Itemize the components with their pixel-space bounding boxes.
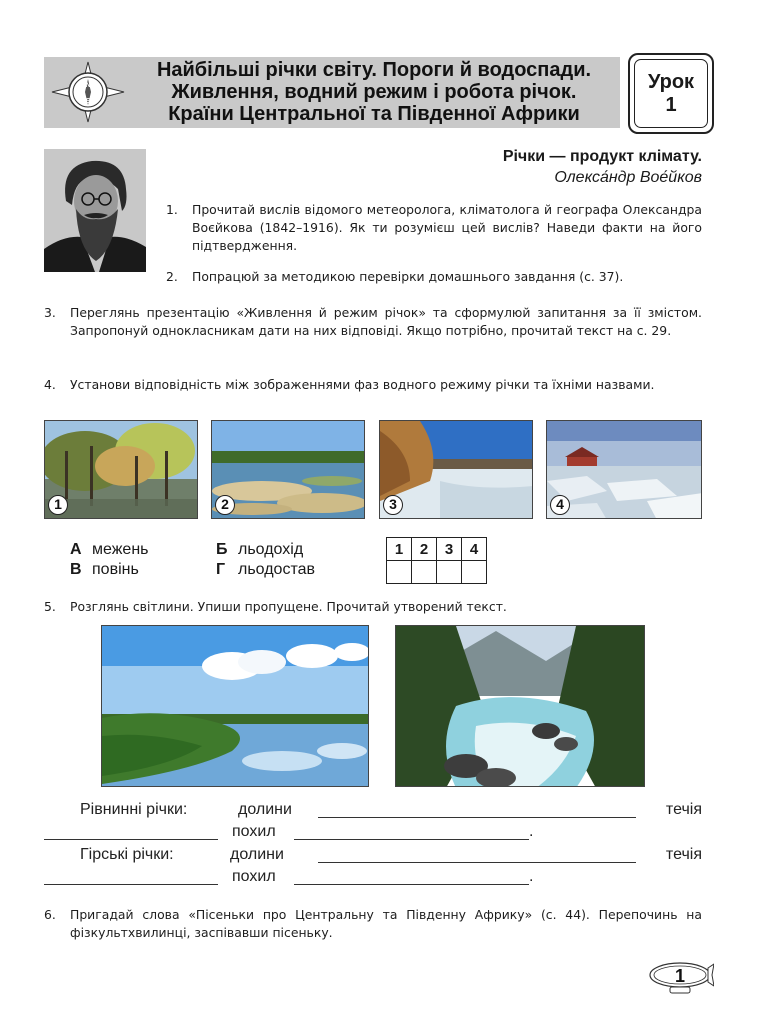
mountain-flow-blank[interactable] [44,884,218,885]
answer-cell-2[interactable] [412,561,437,584]
photo-mountain-river [395,625,645,787]
plain-period: . [529,823,534,840]
lesson-title [130,59,618,125]
task-5-text: Розглянь світлини. Упиши пропущене. Прочитай утворений текст. [70,599,507,614]
answer-cell-3[interactable] [437,561,462,584]
photo-number-3: 3 [383,495,403,515]
page-number: 1 [674,966,686,986]
plain-valleys-blank[interactable] [318,817,636,818]
plain-rivers-label: Рівнинні річки: [80,801,188,818]
photo-number-4: 4 [550,495,570,515]
mountain-period: . [529,868,534,885]
mountain-flow-label: течія [665,846,702,863]
photo-freeze-up [546,420,702,519]
answer-grid-header: 4 [462,538,487,561]
voeikov-portrait-image [44,149,146,272]
task-1 [166,201,702,255]
mountain-valleys-label: долини [230,846,284,863]
lesson-title-line-3: Країни Центральної та Південної Африки [168,103,580,125]
mountain-rivers-label: Гірські річки: [80,846,174,863]
task-3-text: Переглянь презентацію «Живлення й режим річок» та сформулюй запитання за її змістом. Запропонуй однокласникам дати на них відповіді. Якщо потрібно, прочитай текст на с. 29. [70,305,702,338]
task-6-text: Пригадай слова «Пісеньки про Центральну та Південну Африку» (с. 44). Перепочинь на фізкультхвилинці, заспівавши пісеньку. [70,907,702,940]
page-number-badge [646,958,714,996]
plain-flow-blank[interactable] [44,839,218,840]
option-b-text: льодохід [238,541,304,558]
plain-slope-blank[interactable] [294,839,529,840]
lesson-number: 1 [665,93,677,116]
task-5-number: 5. [44,599,56,614]
svg-text:S: S [85,98,91,105]
plain-valleys-label: долини [238,801,292,818]
task-4 [44,376,702,394]
photo-number-1: 1 [48,495,68,515]
task-3 [44,304,702,340]
option-a [70,540,149,559]
plain-flow-label: течія [665,801,702,818]
task-3-number: 3. [44,305,56,320]
photo-low-water [211,420,365,519]
option-g [216,560,315,579]
mountain-slope-label: похил [232,868,276,885]
photo-plain-river [101,625,369,787]
task-6-number: 6. [44,907,56,922]
task-1-number: 1. [166,202,178,217]
option-v-text: повінь [92,561,139,578]
answer-grid-input-row [387,561,487,584]
answer-grid-header: 1 [387,538,412,561]
compass-rose-icon [48,60,128,124]
answer-grid-header: 3 [437,538,462,561]
option-v [70,560,139,579]
epigraph-quote: Річки — продукт клімату. [502,148,702,165]
option-v-letter: В [70,561,82,578]
answer-grid [386,537,487,584]
task-2-text: Попрацюй за методикою перевірки домашнього завдання (с. 37). [192,269,624,284]
task-6 [44,906,702,942]
epigraph-author: Олекса́ндр Вое́йков [554,169,702,186]
photo-flood [44,420,198,519]
answer-cell-4[interactable] [462,561,487,584]
option-g-text: льодостав [238,561,315,578]
lesson-title-line-1: Найбільші річки світу. Пороги й водоспади. [156,59,592,81]
epigraph [452,147,702,189]
option-b [216,540,303,559]
plain-slope-label: похил [232,823,276,840]
photo-number-2: 2 [215,495,235,515]
task-4-number: 4. [44,377,56,392]
option-g-letter: Г [216,561,226,578]
task-2 [166,268,702,286]
lesson-badge [628,53,714,134]
option-a-letter: А [70,541,82,558]
mountain-slope-blank[interactable] [294,884,529,885]
task-4-text: Установи відповідність між зображеннями фаз водного режиму річки та їхніми назвами. [70,377,655,392]
task-1-text: Прочитай вислів відомого метеоролога, кліматолога й географа Олександра Воєйкова (1842–1916). Як ти розумієш цей вислів? Наведи факти на його підтвердження. [192,202,702,253]
lesson-label: Урок [647,70,695,93]
task-5 [44,598,702,616]
mountain-valleys-blank[interactable] [318,862,636,863]
svg-text:N: N [85,82,91,89]
option-a-text: межень [92,541,149,558]
photo-ice-drift [379,420,533,519]
task-2-number: 2. [166,269,178,284]
answer-cell-1[interactable] [387,561,412,584]
lesson-title-line-2: Живлення, водний режим і робота річок. [171,81,577,103]
answer-grid-header: 2 [412,538,437,561]
answer-grid-header-row [387,538,487,561]
option-b-letter: Б [216,541,228,558]
